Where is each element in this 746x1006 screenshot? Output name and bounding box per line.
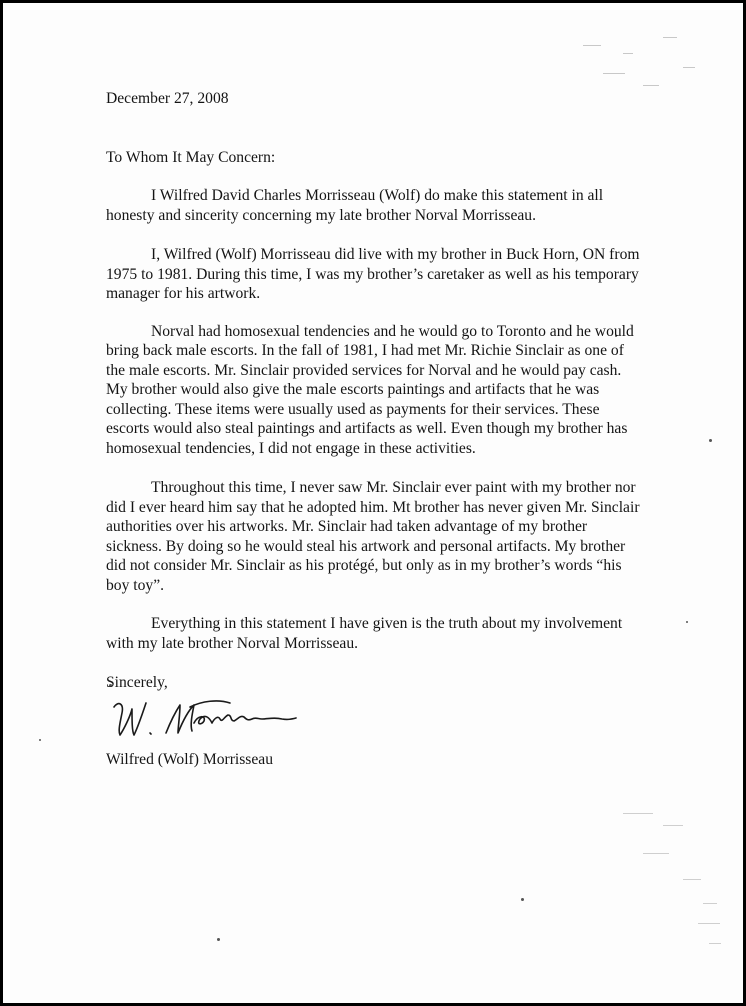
scan-speck bbox=[39, 739, 41, 741]
letter-closing: Sincerely, bbox=[106, 674, 168, 691]
paragraph-residence: I, Wilfred (Wolf) Morrisseau did live with my brother in Buck Horn, ON from 1975 to 1981. During this time, I was my brother’s caretaker as well as his temporary manager for his artwork. bbox=[106, 246, 640, 302]
letter-body bbox=[106, 89, 641, 769]
paragraph-statement: I Wilfred David Charles Morrisseau (Wolf) do make this statement in all honesty and sincerity concerning my late brother Norval Morrisseau. bbox=[106, 187, 604, 224]
scan-speck bbox=[521, 898, 524, 901]
letter-date: December 27, 2008 bbox=[106, 90, 229, 107]
scan-speck bbox=[709, 439, 712, 442]
signer-name: Wilfred (Wolf) Morrisseau bbox=[106, 750, 273, 768]
scan-speck bbox=[217, 938, 220, 941]
paragraph-truth: Everything in this statement I have given is the truth about my involvement with my late brother Norval Morrisseau. bbox=[106, 615, 623, 652]
scan-noise-bottom-right bbox=[563, 783, 738, 963]
paragraph-sinclair: Throughout this time, I never saw Mr. Sinclair ever paint with my brother nor did I ever heard him say that he adopted him. Mt brother has never given Mr. Sinclair authorities over his artworks. Mr. Sinclair had taken advantage of my brother sickness. By doing so he would steal his artwork and personal artifacts. My brother did not consider Mr. Sinclair as his protégé, but only as in my brother’s words “his boy toy”. bbox=[106, 479, 640, 594]
scan-speck bbox=[686, 621, 688, 623]
handwritten-signature bbox=[106, 693, 346, 743]
paragraph-escorts: Norval had homosexual tendencies and he would go to Toronto and he would bring back male escorts. In the fall of 1981, I had met Mr. Richie Sinclair as one of the male escorts. Mr. Sinclair provided services for Norval and he would pay cash. My brother would also give the male escorts paintings and artifacts that he was collecting. These items were usually used as payments for their services. These escorts would also steal paintings and artifacts as well. Even though my brother has homosexual tendencies, I did not engage in these activities. bbox=[106, 322, 634, 457]
letter-salutation: To Whom It May Concern: bbox=[106, 148, 276, 166]
